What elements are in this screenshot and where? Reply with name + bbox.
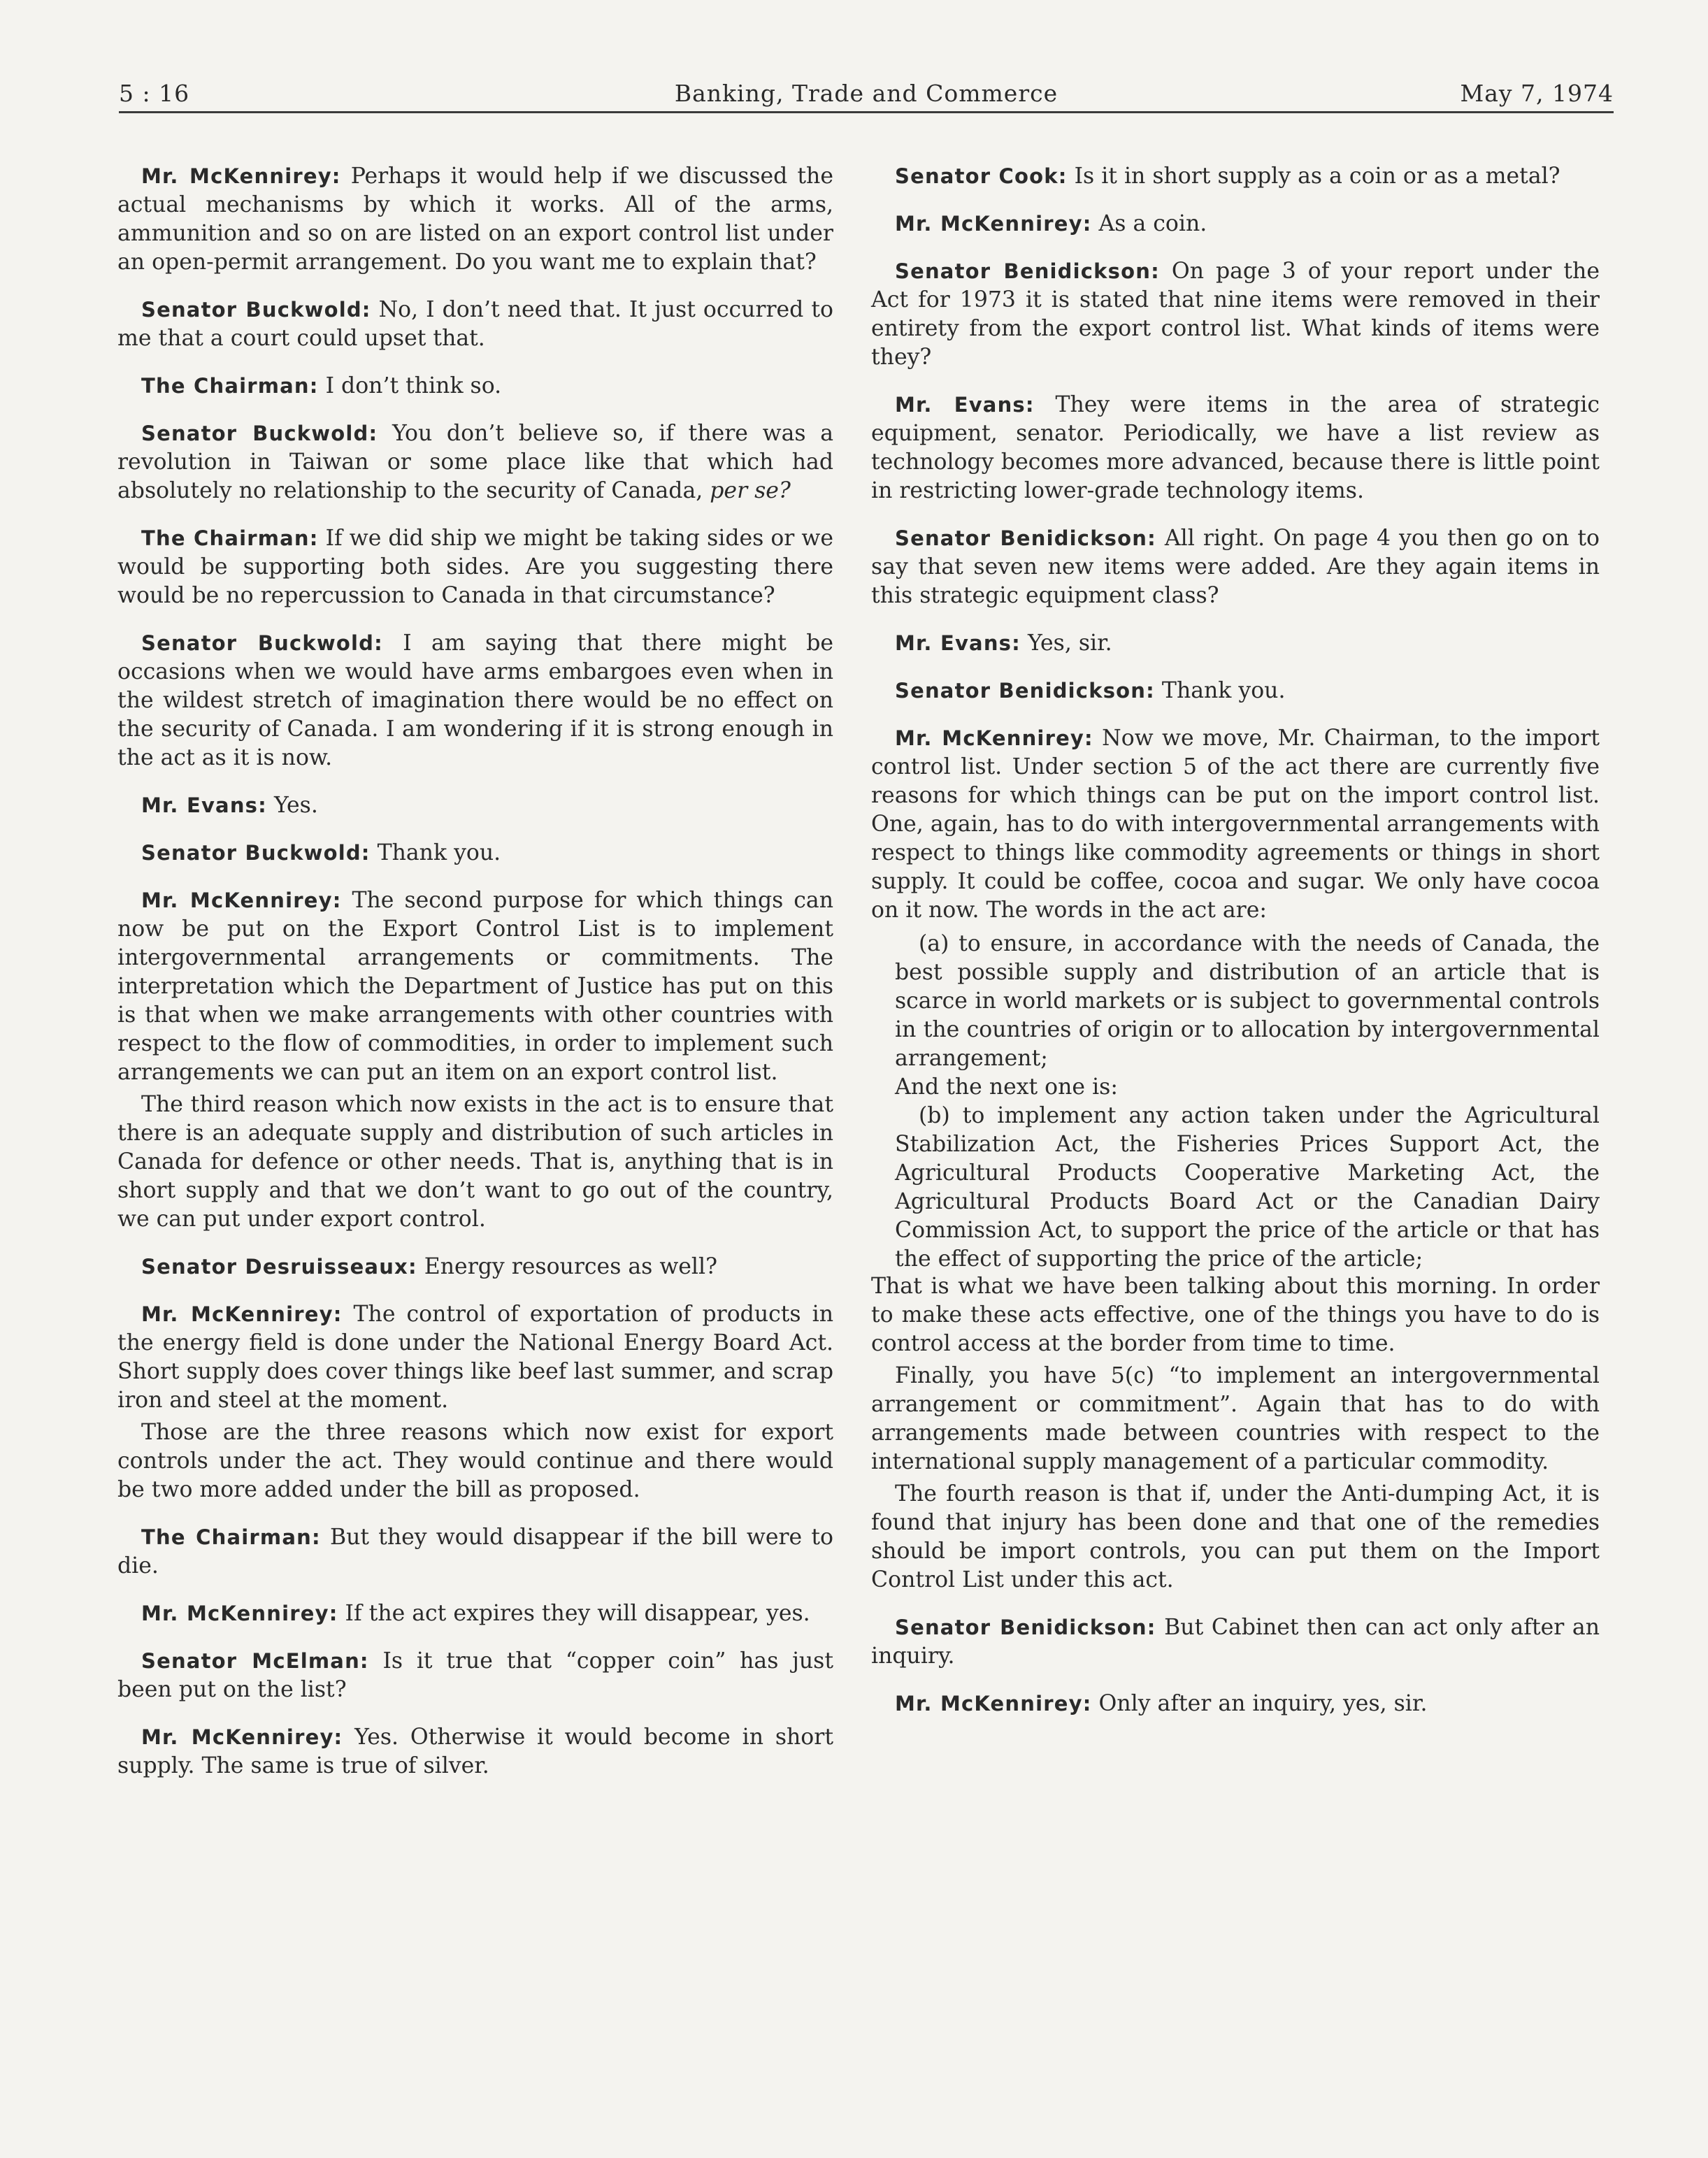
transcript-paragraph	[117, 886, 833, 1087]
transcript-paragraph	[117, 791, 833, 820]
transition-line	[871, 1073, 1600, 1102]
speaker-name: Senator Benidickson:	[895, 259, 1160, 283]
statute-quote	[895, 1102, 1600, 1274]
speech-text: Is it true that “copper coin” has just been put on the list?	[117, 1648, 833, 1702]
speech-text: I am saying that there might be occasions when we would have arms embargoes even when in the wildest stretch of imagination there would be no effect on the security of Canada. I am wondering if it is strong enough in the act as it is now.	[117, 631, 834, 770]
transcript-paragraph	[117, 1091, 833, 1234]
transcript-paragraph	[117, 162, 833, 277]
transcript-paragraph	[117, 1723, 833, 1781]
speaker-name: Senator Buckwold:	[141, 298, 371, 322]
speech-text: The fourth reason is that if, under the Anti-dumping Act, it is found that injury has been done and that one of the remedies should be import controls, you can put them on the Import Control List under this act.	[871, 1481, 1600, 1592]
speaker-name: Mr. Evans:	[141, 793, 267, 817]
speaker-name: The Chairman:	[141, 1525, 321, 1549]
speech-text: Those are the three reasons which now exist for export controls under the act. They would continue and there would be two more added under the bill as proposed.	[117, 1420, 833, 1502]
speech-text: Thank you.	[370, 840, 501, 865]
speaker-name: Mr. McKennirey:	[895, 726, 1093, 750]
speaker-name: Mr. McKennirey:	[895, 212, 1092, 236]
speech-text: You don’t believe so, if there was a revolution in Taiwan or some place like that which had absolutely no relationship to the security of Canada,	[117, 421, 833, 503]
speech-text: That is what we have been talking about this morning. In order to make these acts effective, one of the things you have to do is control access at the border from time to time.	[871, 1274, 1600, 1356]
transcript-paragraph	[117, 629, 833, 772]
speech-text: But they would disappear if the bill were to die.	[117, 1525, 833, 1578]
transcript-paragraph	[871, 210, 1600, 238]
transcript-paragraph	[871, 1272, 1600, 1358]
speaker-name: The Chairman:	[141, 526, 319, 550]
speaker-name: Mr. McKennirey:	[141, 1302, 343, 1326]
speech-text: The control of exportation of products in the energy field is done under the National Energy Board Act. Short supply does cover things like beef last summer, and scrap iron and steel at the moment.	[117, 1302, 833, 1413]
transcript-paragraph	[871, 1362, 1600, 1476]
speaker-name: Senator McElman:	[141, 1649, 369, 1673]
speaker-name: Senator Buckwold:	[141, 422, 378, 445]
speech-text: On page 3 of your report under the Act for 1973 it is stated that nine items were removed in their entirety from the export control list. What kinds of items were they?	[871, 259, 1600, 370]
transcript-paragraph	[871, 162, 1600, 191]
speech-text: Now we move, Mr. Chairman, to the import control list. Under section 5 of the act there are currently five reasons for which things can be put on the import control list. One, again, has to do with intergovernmental arrangements with respect to things like commodity agreements or things in short supply. It could be coffee, cocoa and sugar. We only have cocoa on it now. The words in the act are:	[871, 726, 1600, 923]
speech-text: I don’t think so.	[318, 373, 502, 398]
speech-text: If we did ship we might be taking sides or we would be supporting both sides. Are you suggesting there would be no repercussion to Canada in that circumstance?	[117, 526, 833, 608]
speech-text: As a coin.	[1091, 211, 1207, 236]
transcript-paragraph	[117, 839, 833, 868]
speaker-name: Senator Buckwold:	[141, 841, 371, 865]
speaker-name: Mr. McKennirey:	[141, 1725, 343, 1749]
speaker-name: Mr. McKennirey:	[141, 889, 342, 912]
speaker-name: Senator Benidickson:	[895, 679, 1155, 703]
transition-text: And the next one is:	[895, 1074, 1118, 1100]
speaker-name: The Chairman:	[141, 374, 319, 398]
transcript-paragraph	[117, 296, 833, 353]
speech-text: If the act expires they will disappear, yes.	[338, 1601, 810, 1626]
transcript-paragraph	[117, 524, 833, 610]
speaker-name: Mr. McKennirey:	[895, 1692, 1092, 1715]
transcript-paragraph	[871, 1480, 1600, 1595]
transcript-paragraph	[871, 391, 1600, 505]
italic-phrase: per se?	[710, 478, 791, 503]
header-date: May 7, 1974	[1460, 80, 1614, 107]
speaker-name: Mr. Evans:	[895, 631, 1021, 655]
page-number: 5 : 16	[119, 80, 190, 107]
transcript-paragraph	[871, 724, 1600, 925]
transcript-paragraph	[117, 372, 833, 401]
speech-text: All right. On page 4 you then go on to say that seven new items were added. Are they again items in this strategic equipment class?	[871, 526, 1600, 608]
speech-text: No, I don’t need that. It just occurred to me that a court could upset that.	[117, 297, 833, 351]
speech-text: Finally, you have 5(c) “to implement an intergovernmental arrangement or commitment”. Again that has to do with arrangements made between countries with respect to the international supply management of a particular commodity.	[871, 1363, 1600, 1474]
transcript-paragraph	[117, 1523, 833, 1581]
transcript-paragraph	[871, 524, 1600, 610]
speech-text: Yes.	[266, 793, 318, 818]
speech-text: Energy resources as well?	[417, 1254, 717, 1279]
speech-text: Is it in short supply as a coin or as a metal?	[1067, 164, 1560, 189]
header-rule	[119, 111, 1614, 113]
speaker-name: Senator Benidickson:	[895, 1616, 1156, 1639]
publication-title: Banking, Trade and Commerce	[674, 80, 1058, 107]
speaker-name: Senator Desruisseaux:	[141, 1255, 417, 1279]
transcript-paragraph	[871, 257, 1600, 372]
transcript-paragraph	[871, 1690, 1600, 1718]
speech-text: Thank you.	[1154, 678, 1286, 703]
speaker-name: Senator Buckwold:	[141, 631, 383, 655]
statute-quote	[895, 930, 1600, 1073]
transcript-paragraph	[117, 1647, 833, 1704]
transcript-paragraph	[117, 1599, 833, 1628]
speaker-name: Mr. Evans:	[895, 393, 1035, 417]
speech-text: The third reason which now exists in the act is to ensure that there is an adequate supply and distribution of such articles in Canada for defence or other needs. That is, anything that is in short supply and that we don’t want to go out of the country, we can put under export control.	[117, 1092, 833, 1232]
speaker-name: Mr. McKennirey:	[141, 1602, 338, 1625]
transcript-paragraph	[871, 677, 1600, 705]
speaker-name: Senator Cook:	[895, 164, 1068, 188]
transcript-paragraph	[117, 1418, 833, 1504]
speaker-name: Senator Benidickson:	[895, 526, 1156, 550]
speech-text: Perhaps it would help if we discussed the actual mechanisms by which it works. All of the arms, ammunition and so on are listed on an export control list under an open-permit arrangement. Do you want me to explain that?	[117, 164, 833, 275]
transcript-paragraph	[117, 419, 833, 505]
speech-text: They were items in the area of strategic equipment, senator. Periodically, we have a list review as technology becomes more advanced, because there is little point in restricting lower-grade technology items.	[871, 392, 1600, 503]
quote-text: (a) to ensure, in accordance with the needs of Canada, the best possible supply and distribution of an article that is scarce in world markets or is subject to governmental controls in the countries of origin or to allocation by intergovernmental arrangement;	[895, 931, 1600, 1071]
running-header	[119, 73, 1614, 115]
transcript-paragraph	[117, 1253, 833, 1281]
speech-text: Yes, sir.	[1020, 631, 1112, 656]
left-column	[117, 162, 833, 1799]
transcript-paragraph	[117, 1300, 833, 1415]
transcript-paragraph	[871, 629, 1600, 658]
speech-text: But Cabinet then can act only after an inquiry.	[871, 1615, 1600, 1669]
transcript-paragraph	[871, 1613, 1600, 1671]
speech-text: The second purpose for which things can now be put on the Export Control List is to implement intergovernmental arrangements or commitments. The interpretation which the Department of Justice has put on this is that when we make arrangements with other countries with respect to the flow of commodities, in order to implement such arrangements we can put an item on an export control list.	[117, 888, 834, 1085]
quote-text: (b) to implement any action taken under the Agricultural Stabilization Act, the Fisheries Prices Support Act, the Agricultural Products Cooperative Marketing Act, the Agricultural Products Board Act or the Canadian Dairy Commission Act, to support the price of the article or that has the effect of supporting the price of the article;	[895, 1103, 1600, 1272]
speaker-name: Mr. McKennirey:	[141, 164, 341, 188]
right-column	[871, 162, 1600, 1737]
speech-text: Yes. Otherwise it would become in short supply. The same is true of silver.	[117, 1725, 833, 1778]
speech-text: Only after an inquiry, yes, sir.	[1091, 1691, 1428, 1716]
